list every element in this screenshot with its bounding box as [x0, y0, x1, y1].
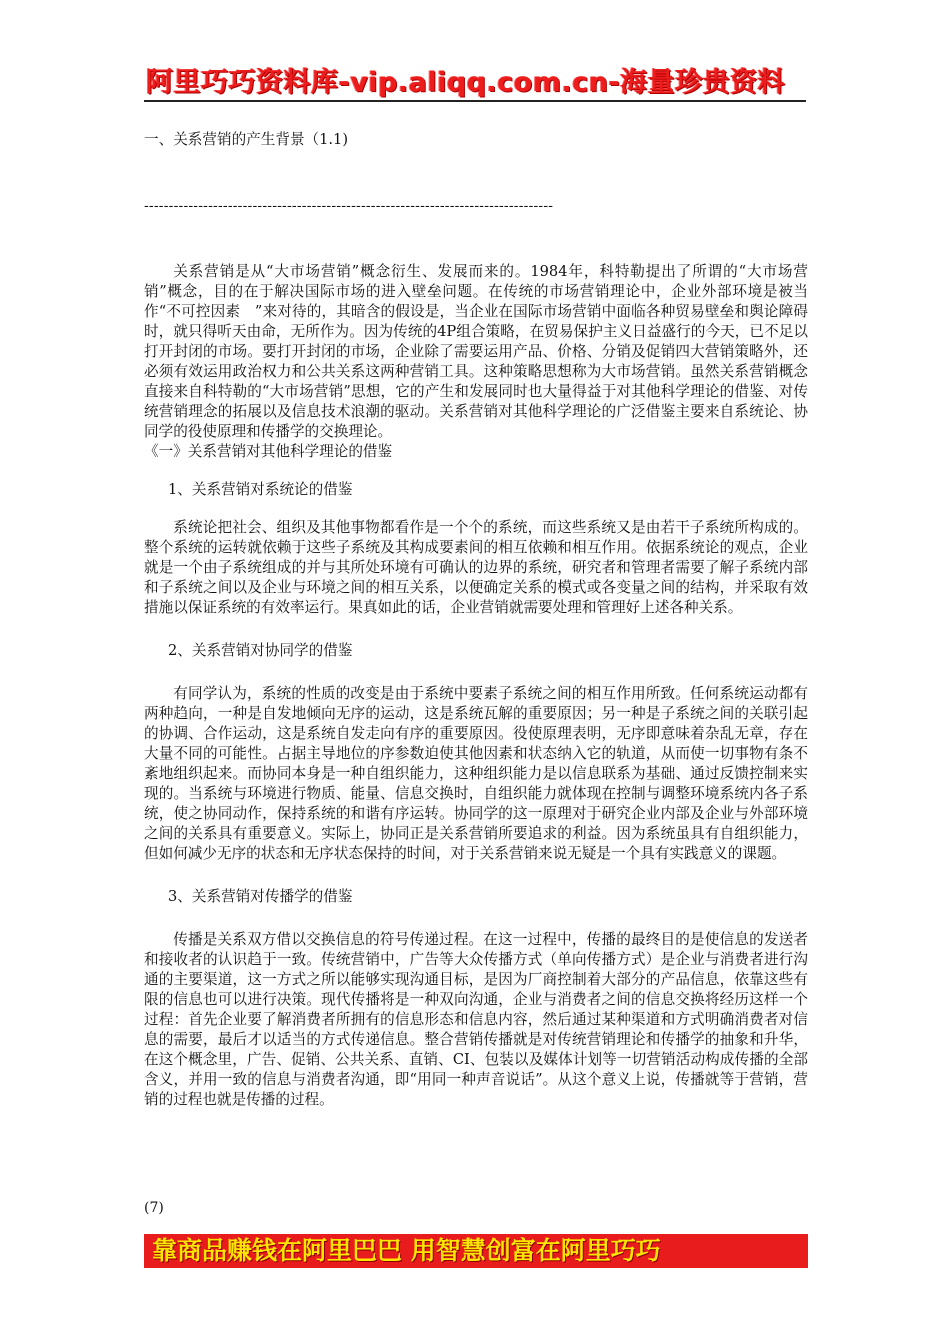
intro-paragraph: 关系营销是从“大市场营销”概念衍生、发展而来的。1984年，科特勒提出了所谓的“大市场营销”概念，目的在于解决国际市场的进入壁垒问题。在传统的市场营销理论中，企业外部环境是被当作“不可控因素 ”来对待的，其暗含的假设是，当企业在国际市场营销中面临各种贸易壁垒和舆论障碍时，就只得听天由命，无所作为。因为传统的4P组合策略，在贸易保护主义日益盛行的今天，已不足以打开封闭的市场。要打开封闭的市场，企业除了需要运用产品、价格、分销及促销四大营销策略外，还必须有效运用政治权力和公共关系这两种营销工具。这种策略思想称为大市场营销。虽然关系营销概念直接来自科特勒的“大市场营销”思想，它的产生和发展同时也大量得益于对其他科学理论的借鉴、对传统营销理念的拓展以及信息技术浪潮的驱动。关系营销对其他科学理论的广泛借鉴主要来自系统论、协同学的役使原理和传播学的交换理论。	[144, 263, 808, 440]
footer-banner: 靠商品赚钱在阿里巴巴 用智慧创富在阿里巧巧	[144, 1234, 808, 1268]
heading-systems-theory: 1、关系营销对系统论的借鉴	[168, 481, 353, 498]
heading-synergetics: 2、关系营销对协同学的借鉴	[168, 642, 353, 659]
paragraph-communication: 传播是关系双方借以交换信息的符号传递过程。在这一过程中，传播的最终目的是使信息的发送者和接收者的认识趋于一致。传统营销中，广告等大众传播方式（单向传播方式）是企业与消费者进行沟通的主要渠道，这一方式之所以能够实现沟通目标，是因为厂商控制着大部分的产品信息，依靠这些有限的信息也可以进行决策。现代传播将是一种双向沟通，企业与消费者之间的信息交换将经历这样一个过程：首先企业要了解消费者所拥有的信息形态和信息内容，然后通过某种渠道和方式明确消费者对信息的需要，最后才以适当的方式传递信息。整合营销传播就是对传统营销理论和传播学的抽象和升华，在这个概念里，广告、促销、公共关系、直销、CI、包装以及媒体计划等一切营销活动构成传播的全部含义，并用一致的信息与消费者沟通，即“用同一种声音说话”。从这个意义上说，传播就等于营销，营销的过程也就是传播的过程。	[144, 931, 808, 1108]
section-title: 一、关系营销的产生背景（1.1)	[144, 131, 349, 148]
page-number: (7)	[144, 1200, 164, 1216]
dashed-divider: -----------------------------------------------------------------------------------	[144, 198, 554, 214]
document-body	[144, 130, 808, 1110]
paragraph-synergetics: 有同学认为，系统的性质的改变是由于系统中要素子系统之间的相互作用所致。任何系统运动都有两种趋向，一种是自发地倾向无序的运动，这是系统瓦解的重要原因；另一种是子系统之间的关联引起的协调、合作运动，这是系统自发走向有序的重要原因。役使原理表明，无序即意味着杂乱无章，存在大量不同的可能性。占据主导地位的序参数迫使其他因素和状态纳入它的轨道，从而使一切事物有条不紊地组织起来。而协同本身是一种自组织能力，这种组织能力是以信息联系为基础、通过反馈控制来实现的。当系统与环境进行物质、能量、信息交换时，自组织能力就体现在控制与调整环境系统内各子系统，使之协同动作，保持系统的和谐有序运转。协同学的这一原理对于研究企业内部及企业与外部环境之间的关系具有重要意义。实际上，协同正是关系营销所要追求的利益。因为系统虽具有自组织能力，但如何减少无序的状态和无序状态保持的时间，对于关系营销来说无疑是一个具有实践意义的课题。	[144, 685, 808, 862]
paragraph-systems-theory: 系统论把社会、组织及其他事物都看作是一个个的系统，而这些系统又是由若干子系统所构成的。整个系统的运转就依赖于这些子系统及其构成要素间的相互依赖和相互作用。依据系统论的观点，企业就是一个由子系统组成的并与其所处环境有可确认的边界的系统，研究者和管理者需要了解子系统内部和子系统之间以及企业与环境之间的相互关系，以便确定关系的模式或各变量之间的结构，并采取有效措施以保证系统的有效率运行。果真如此的话，企业营销就需要处理和管理好上述各种关系。	[144, 519, 808, 616]
header-divider	[144, 100, 806, 102]
heading-communication: 3、关系营销对传播学的借鉴	[168, 888, 353, 905]
subsection-title: 《一》关系营销对其他科学理论的借鉴	[144, 443, 393, 460]
header-banner: 阿里巧巧资料库-vip.aliqq.com.cn-海量珍贵资料	[146, 67, 786, 98]
